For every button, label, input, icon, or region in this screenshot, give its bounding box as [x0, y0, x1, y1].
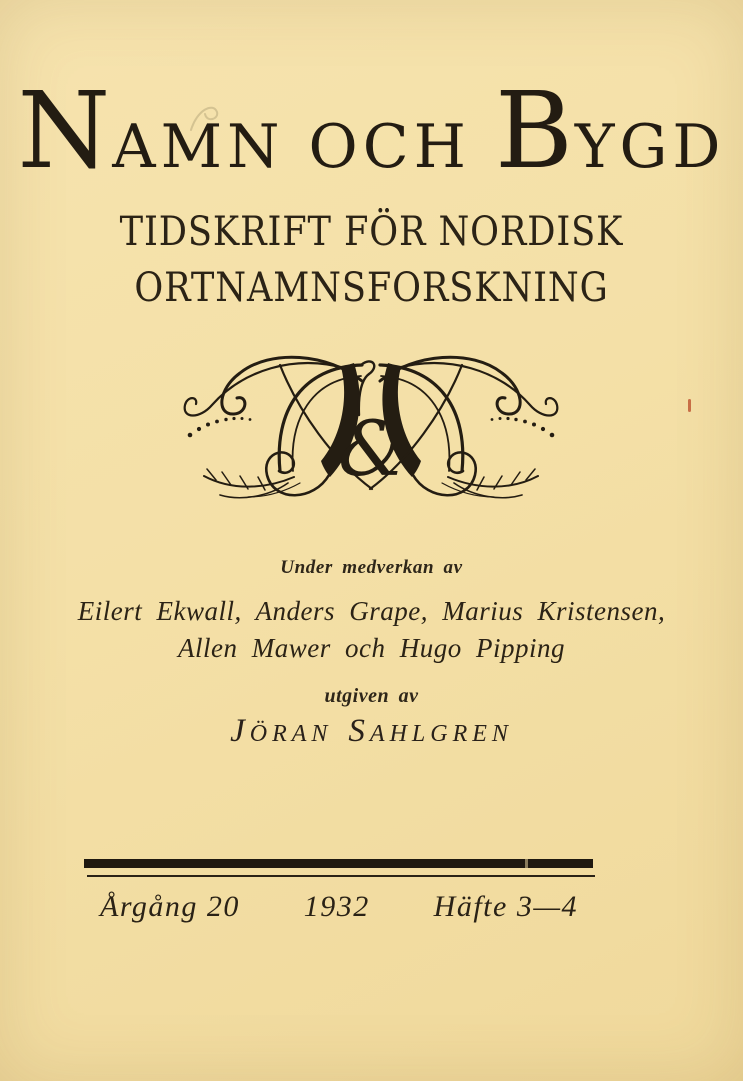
title-word-och: OCH	[308, 112, 471, 182]
subtitle-line2: ORTNAMNSFORSKNING	[134, 265, 609, 311]
contributors-intro: Under medverkan av	[280, 557, 463, 578]
issue-year: 1932	[303, 890, 370, 923]
publisher-name-part: AHLGREN	[369, 721, 513, 747]
issue-info-row	[100, 889, 578, 925]
publisher-initial-j: J	[230, 713, 250, 749]
publisher-initial-s: S	[348, 713, 370, 749]
svg-text:&: &	[338, 404, 406, 493]
red-ink-mark	[688, 399, 691, 412]
title-smallcaps: AMN	[112, 112, 285, 182]
issue-number: Häfte 3—4	[433, 890, 578, 923]
journal-title	[0, 69, 743, 192]
publisher-name-part: ÖRAN	[249, 721, 333, 747]
publisher-intro: utgiven av	[324, 685, 419, 707]
contributors-line1: Eilert Ekwall, Anders Grape, Marius Kristensen,	[77, 596, 666, 626]
title-smallcaps: YGD	[574, 112, 726, 182]
title-initial-b: B	[494, 69, 575, 192]
nb-monogram-ornament-icon	[176, 348, 566, 512]
issue-volume: Årgång 20	[100, 890, 240, 923]
publisher-name	[0, 712, 743, 752]
rule-ink-gap	[525, 859, 528, 868]
subtitle-line1: TIDSKRIFT FÖR NORDISK	[119, 209, 624, 255]
double-rule-thin	[87, 875, 595, 877]
title-initial-n: N	[17, 69, 113, 192]
double-rule-thick	[84, 859, 593, 868]
contributors-line2: Allen Mawer och Hugo Pipping	[178, 633, 565, 663]
